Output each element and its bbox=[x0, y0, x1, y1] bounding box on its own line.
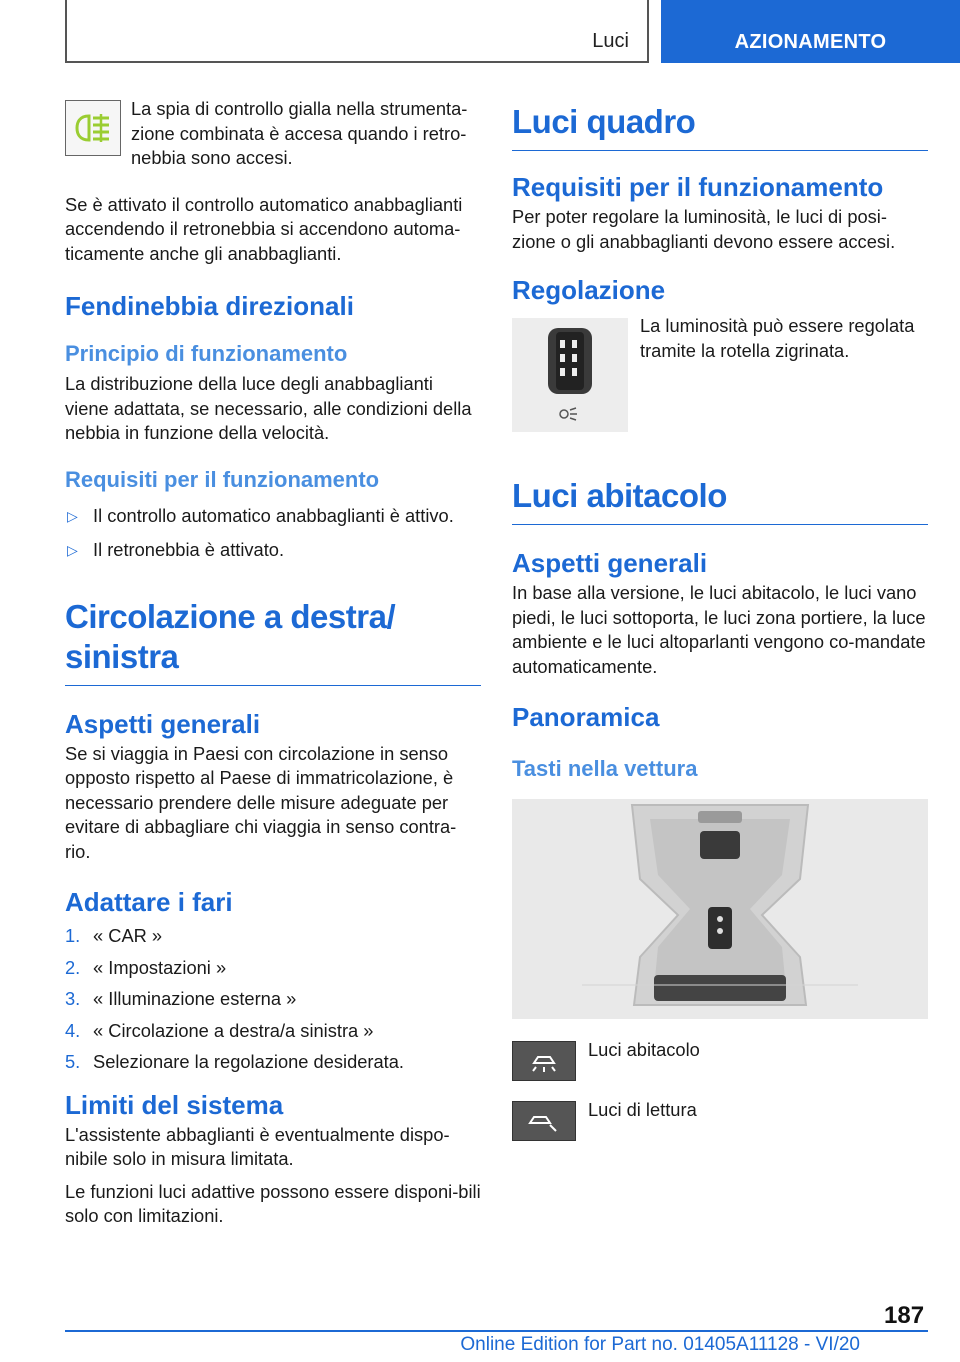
dashboard-lights-heading: Luci quadro bbox=[512, 102, 928, 151]
chapter-tab[interactable]: AZIONAMENTO bbox=[661, 0, 960, 63]
roof-console-image bbox=[512, 799, 928, 1019]
list-item: 5. Selezionare la regolazione desiderata. bbox=[65, 1051, 404, 1072]
list-item: 3. « Illuminazione esterna » bbox=[65, 988, 297, 1009]
triangle-bullet-icon: ▷ bbox=[67, 542, 78, 558]
legend-item-interior-lights bbox=[512, 1041, 928, 1081]
cabin-general-heading: Aspetti generali bbox=[512, 548, 708, 578]
reading-light-icon bbox=[512, 1101, 576, 1141]
list-item: 2. « Impostazioni » bbox=[65, 956, 227, 978]
fog-lights-heading: Fendinebbia direzionali bbox=[65, 291, 354, 321]
principle-heading: Principio di funzionamento bbox=[65, 341, 348, 366]
section-title: Luci bbox=[592, 30, 629, 52]
left-column bbox=[65, 100, 481, 1229]
interior-light-icon bbox=[512, 1041, 576, 1081]
overview-heading: Panoramica bbox=[512, 702, 660, 732]
legend-label-interior: Luci abitacolo bbox=[588, 1039, 700, 1060]
fog-indicator-note bbox=[65, 100, 481, 171]
dash-requirements-heading: Requisiti per il funzionamento bbox=[512, 172, 884, 202]
buttons-in-car-heading: Tasti nella vettura bbox=[512, 756, 698, 781]
triangle-bullet-icon: ▷ bbox=[67, 507, 78, 524]
footer-edition: Online Edition for Part no. 01405A11128 - VI/20 bbox=[460, 1334, 860, 1355]
adjustment-heading: Regolazione bbox=[512, 275, 666, 305]
adjustment-row bbox=[512, 315, 928, 432]
indicator-text: La spia di controllo gialla nella strumenta-zione combinata è accesa quando i retro-nebbia sono accesi. bbox=[131, 98, 468, 168]
system-limits-heading: Limiti del sistema bbox=[65, 1089, 284, 1120]
adapt-headlights-heading: Adattare i fari bbox=[65, 887, 233, 917]
legend-label-reading: Luci di lettura bbox=[588, 1099, 697, 1120]
traffic-side-heading: Circolazione a destra/ sinistra bbox=[65, 597, 481, 686]
legend-item-reading-lights bbox=[512, 1101, 928, 1141]
limits-text-1: L'assistente abbaglianti è eventualmente dispo-nibile solo in misura limitata. bbox=[65, 1123, 450, 1169]
list-item: ▷ Il controllo automatico anabbaglianti è attivo. bbox=[65, 504, 481, 529]
limits-text-2: Le funzioni luci adattive possono essere disponi-bili solo con limitazioni. bbox=[65, 1180, 481, 1226]
cabin-general-text: In base alla versione, le luci abitacolo, le luci vano piedi, le luci sottoporta, le luci zona portiere, la luce ambiente e le luci altoparlanti vengono co-mandate automaticamente. bbox=[512, 582, 926, 677]
adapt-steps-list bbox=[65, 924, 481, 1075]
header-section-box bbox=[65, 0, 649, 63]
cabin-lights-heading: Luci abitacolo bbox=[512, 476, 928, 525]
thumbwheel-image bbox=[512, 318, 628, 432]
page-number: 187 bbox=[884, 1302, 925, 1329]
footer-divider bbox=[65, 1330, 928, 1332]
requirements-heading: Requisiti per il funzionamento bbox=[65, 466, 380, 492]
dash-requirements-text: Per poter regolare la luminosità, le luci di posi-zione o gli anabbaglianti devono essere accesi. bbox=[512, 206, 896, 252]
general-heading: Aspetti generali bbox=[65, 708, 261, 739]
right-column bbox=[512, 100, 928, 1141]
list-item: 4. « Circolazione a destra/a sinistra » bbox=[65, 1019, 374, 1041]
list-item: 1. « CAR » bbox=[65, 925, 163, 946]
general-text: Se si viaggia in Paesi con circolazione in senso opposto rispetto al Paese di immatricolazione, è necessario prendere delle misure adeguate per evitare di abbagliare chi viaggia in senso contra-rio. bbox=[65, 742, 457, 862]
principle-text: La distribuzione della luce degli anabbaglianti viene adattata, se necessario, alle condizioni della nebbia in funzione della velocità. bbox=[65, 373, 472, 443]
adjustment-text: La luminosità può essere regolata tramite la rotella zigrinata. bbox=[640, 315, 915, 361]
list-item: ▷ Il retronebbia è attivato. bbox=[65, 538, 481, 563]
auto-lowbeam-paragraph: Se è attivato il controllo automatico anabbaglianti accendendo il retronebbia si accendono automa-ticamente anche gli anabbaglianti. bbox=[65, 193, 463, 264]
requirements-list bbox=[65, 504, 481, 563]
rear-fog-indicator-icon bbox=[65, 100, 121, 156]
